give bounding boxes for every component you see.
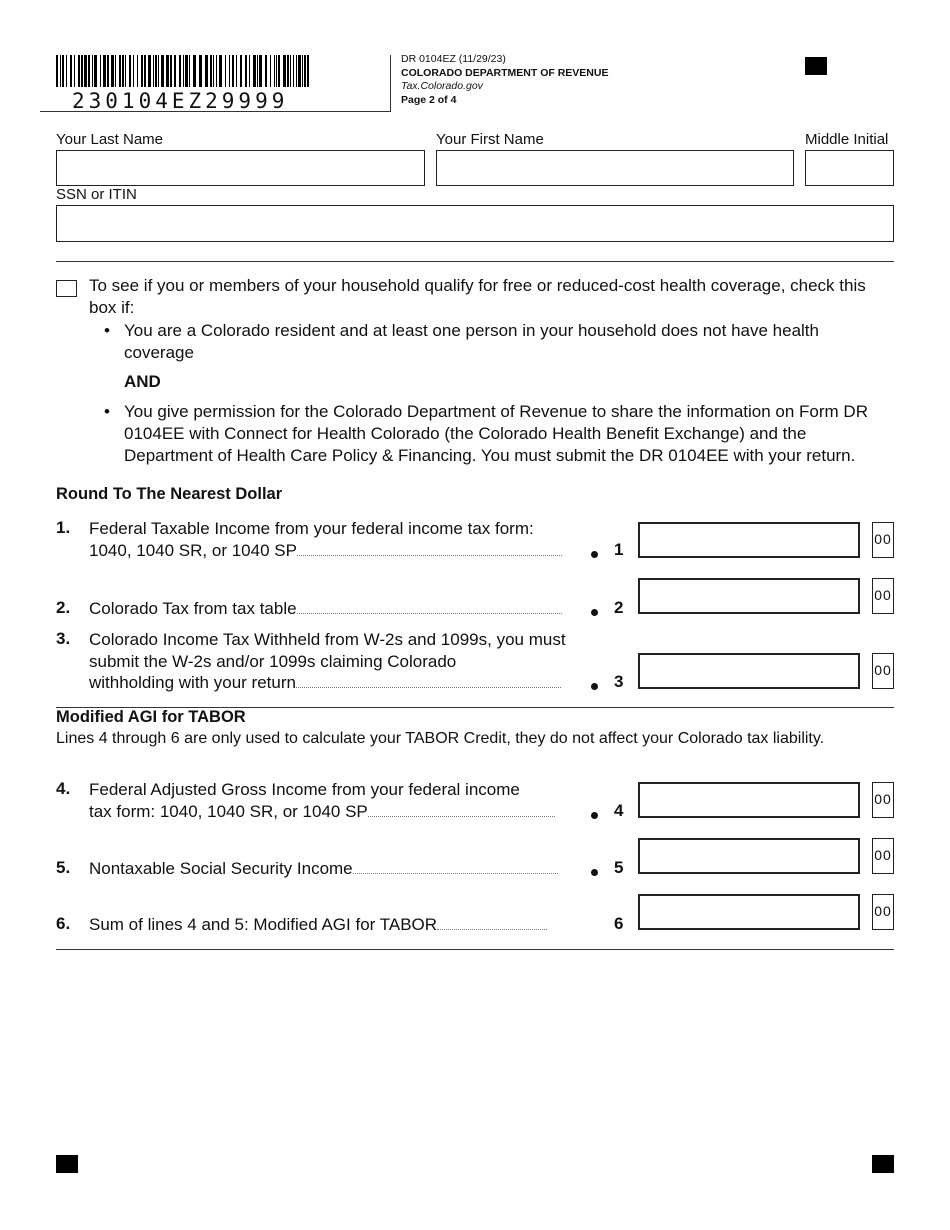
barcode (56, 55, 312, 113)
barcode-bar (81, 55, 83, 87)
barcode-bar (290, 55, 291, 87)
barcode-bar (119, 55, 121, 87)
bullet-icon (591, 869, 598, 876)
line-text: tax form: 1040, 1040 SR, or 1040 SP (89, 802, 368, 821)
line-label: 1 (614, 540, 624, 559)
leader-dots (297, 613, 562, 614)
barcode-bar (296, 55, 297, 87)
health-bullet-2: You give permission for the Colorado Department of Revenue to share the information on Form DR 0104EE with Connect for Health Colorado (the Colorado Health Benefit Exchange) and the Department of Health Care Policy & Financing. You must submit the DR 0104EE with your return. (124, 402, 868, 465)
line-number: 6. (56, 914, 71, 933)
registration-mark (56, 1155, 78, 1173)
barcode-bar (60, 55, 61, 87)
ssn-label: SSN or ITIN (56, 186, 137, 203)
barcode-bar (259, 55, 262, 87)
line-label: 6 (614, 914, 624, 933)
barcode-bar (115, 55, 116, 87)
divider (56, 949, 894, 950)
line-4-amount-field[interactable] (638, 782, 860, 818)
barcode-bar (274, 55, 275, 87)
line-description: Federal Adjusted Gross Income from your federal income (89, 780, 520, 799)
health-coverage-checkbox[interactable] (56, 280, 77, 297)
barcode-bar (70, 55, 72, 87)
line-number: 5. (56, 858, 71, 877)
line-label: 2 (614, 598, 624, 617)
barcode-bar (236, 55, 237, 87)
cents-box: 00 (872, 782, 894, 818)
line-text: Sum of lines 4 and 5: Modified AGI for TABOR (89, 915, 438, 934)
middle-initial-field[interactable] (805, 150, 894, 186)
barcode-bar (144, 55, 146, 87)
department-name: COLORADO DEPARTMENT OF REVENUE (401, 66, 609, 79)
barcode-bar (298, 55, 301, 87)
barcode-text: 230104EZ29999 (72, 89, 289, 113)
barcode-bar (302, 55, 303, 87)
barcode-bar (161, 55, 164, 87)
barcode-bar (153, 55, 154, 87)
cents-box: 00 (872, 522, 894, 558)
line-6-amount-field[interactable] (638, 894, 860, 930)
barcode-bar (100, 55, 101, 87)
barcode-bar (293, 55, 294, 87)
header-divider (390, 55, 391, 112)
cents-box: 00 (872, 838, 894, 874)
barcode-bar (199, 55, 202, 87)
line-description-end (89, 540, 562, 562)
barcode-bar (304, 55, 306, 87)
barcode-bar (62, 55, 64, 87)
first-name-label: Your First Name (436, 131, 544, 148)
line-description-end (89, 858, 558, 880)
barcode-bar (193, 55, 196, 87)
barcode-bar (185, 55, 188, 87)
page-number: Page 2 of 4 (401, 93, 457, 106)
bullet-icon (591, 683, 598, 690)
section-title-round: Round To The Nearest Dollar (56, 485, 283, 503)
ssn-field[interactable] (56, 205, 894, 242)
barcode-bar (249, 55, 250, 87)
bullet-icon (591, 812, 598, 819)
line-text: Nontaxable Social Security Income (89, 859, 353, 878)
line-label: 5 (614, 858, 624, 877)
barcode-bar (210, 55, 212, 87)
line-number: 1. (56, 518, 71, 537)
line-text: withholding with your return (89, 673, 296, 692)
bullet-dot: • (104, 321, 110, 340)
barcode-bar (229, 55, 230, 87)
leader-dots (368, 816, 555, 817)
barcode-bar (122, 55, 124, 87)
bullet-dot: • (104, 402, 110, 421)
barcode-bar (170, 55, 172, 87)
barcode-bar (278, 55, 280, 87)
website: Tax.Colorado.gov (401, 80, 483, 92)
barcode-bar (125, 55, 126, 87)
registration-mark (872, 1155, 894, 1173)
barcode-bar (133, 55, 134, 87)
line-label: 3 (614, 672, 624, 691)
barcode-bar (189, 55, 190, 87)
leader-dots (296, 687, 561, 688)
barcode-bar (74, 55, 75, 87)
leader-dots (297, 555, 562, 556)
header-underline (40, 111, 390, 112)
section-title-tabor: Modified AGI for TABOR (56, 708, 246, 726)
barcode-bar (84, 55, 87, 87)
line-text: Colorado Tax from tax table (89, 599, 297, 618)
line-description: Colorado Income Tax Withheld from W-2s and 1099s, you must submit the W-2s and/or 1099s claiming Colorado (89, 630, 566, 671)
barcode-bar (129, 55, 131, 87)
barcode-bar (88, 55, 90, 87)
health-and: AND (124, 372, 161, 391)
barcode-bar (179, 55, 181, 87)
barcode-bar (283, 55, 286, 87)
barcode-bars (56, 55, 310, 87)
barcode-bar (166, 55, 169, 87)
barcode-bar (257, 55, 258, 87)
first-name-field[interactable] (436, 150, 794, 186)
line-3-amount-field[interactable] (638, 653, 860, 689)
barcode-bar (56, 55, 58, 87)
leader-dots (437, 929, 547, 930)
last-name-label: Your Last Name (56, 131, 164, 148)
barcode-bar (158, 55, 159, 87)
line-description-end (89, 672, 561, 694)
barcode-bar (225, 55, 226, 87)
registration-mark (805, 57, 827, 75)
form-header (401, 53, 608, 107)
tabor-note: Lines 4 through 6 are only used to calculate your TABOR Credit, they do not affect your Colorado tax liability. (56, 730, 825, 747)
line-2-amount-field[interactable] (638, 578, 860, 614)
barcode-bar (232, 55, 234, 87)
cents-box: 00 (872, 653, 894, 689)
line-description-end (89, 914, 547, 936)
barcode-bar (66, 55, 67, 87)
barcode-bar (213, 55, 214, 87)
bullet-icon (591, 551, 598, 558)
barcode-bar (174, 55, 176, 87)
line-5-amount-field[interactable] (638, 838, 860, 874)
line-1-amount-field[interactable] (638, 522, 860, 558)
leader-dots (353, 873, 558, 874)
line-description-end (89, 801, 555, 823)
barcode-bar (94, 55, 97, 87)
barcode-bar (137, 55, 138, 87)
barcode-bar (92, 55, 93, 87)
barcode-bar (307, 55, 309, 87)
barcode-bar (141, 55, 143, 87)
middle-initial-label: Middle Initial (805, 131, 889, 148)
cents-box: 00 (872, 894, 894, 930)
line-number: 2. (56, 598, 71, 617)
barcode-bar (287, 55, 289, 87)
line-description: Federal Taxable Income from your federal income tax form: (89, 519, 534, 538)
barcode-bar (216, 55, 217, 87)
barcode-bar (219, 55, 222, 87)
divider (56, 261, 894, 262)
barcode-bar (183, 55, 184, 87)
barcode-bar (253, 55, 256, 87)
barcode-bar (111, 55, 114, 87)
bullet-icon (591, 609, 598, 616)
barcode-bar (148, 55, 151, 87)
barcode-bar (103, 55, 106, 87)
cents-box: 00 (872, 578, 894, 614)
line-label: 4 (614, 801, 624, 820)
last-name-field[interactable] (56, 150, 425, 186)
line-text: 1040, 1040 SR, or 1040 SP (89, 541, 297, 560)
barcode-bar (265, 55, 267, 87)
barcode-bar (155, 55, 157, 87)
health-intro: To see if you or members of your household qualify for free or reduced-cost health coverage, check this box if: (89, 276, 866, 317)
barcode-bar (270, 55, 271, 87)
barcode-bar (78, 55, 80, 87)
line-number: 4. (56, 779, 71, 798)
barcode-bar (245, 55, 247, 87)
form-id: DR 0104EZ (11/29/23) (401, 53, 506, 65)
line-number: 3. (56, 629, 71, 648)
health-bullet-1: You are a Colorado resident and at least one person in your household does not have health coverage (124, 321, 819, 362)
barcode-bar (276, 55, 277, 87)
barcode-bar (107, 55, 109, 87)
barcode-bar (205, 55, 208, 87)
line-description-end (89, 598, 562, 620)
barcode-bar (240, 55, 242, 87)
